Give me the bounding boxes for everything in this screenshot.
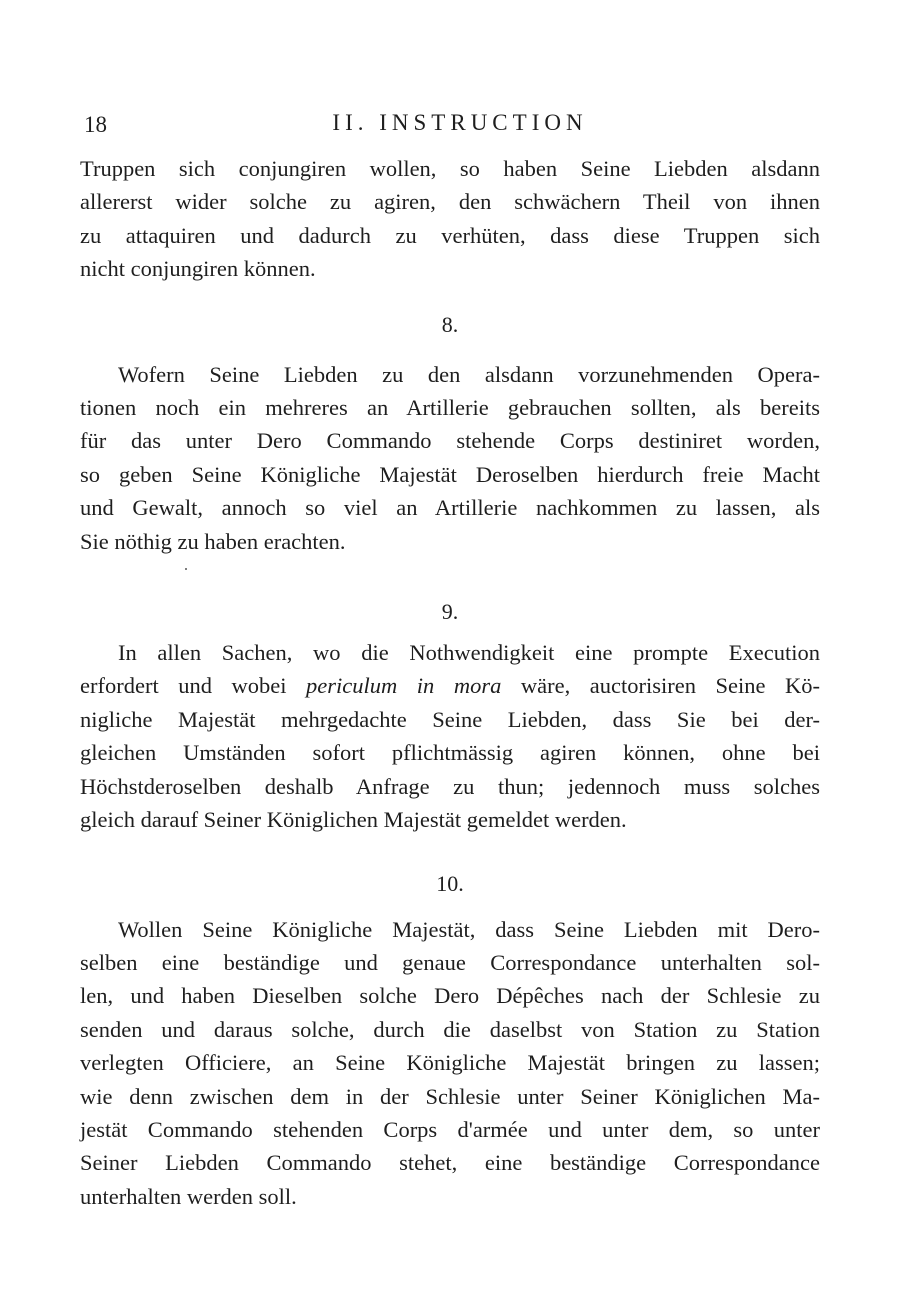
text-line: zu attaquiren und dadurch zu verhüten, dass diese Truppen sich	[80, 222, 820, 248]
text-line: Sie nöthig zu haben erachten.	[80, 528, 346, 554]
text-line: nicht conjungiren können.	[80, 256, 316, 282]
page-number: 18	[84, 112, 107, 137]
section-9-paragraph	[80, 636, 820, 836]
text-line-with-italic	[80, 669, 820, 702]
text-line: selben eine beständige und genaue Correspondance unterhalten sol-	[80, 949, 820, 975]
section-8-paragraph	[80, 358, 820, 558]
text-line: Wollen Seine Königliche Majestät, dass Seine Liebden mit Dero-	[118, 916, 820, 942]
text-line: wie denn zwischen dem in der Schlesie unter Seiner Königlichen Ma-	[80, 1083, 820, 1109]
text-line: gleichen Umständen sofort pflichtmässig agiren können, ohne bei	[80, 740, 820, 766]
text-line: Truppen sich conjungiren wollen, so haben Seine Liebden alsdann	[80, 156, 820, 181]
continuation-paragraph	[80, 152, 820, 286]
page-header	[80, 108, 820, 142]
text-line: tionen noch ein mehreres an Artillerie gebrauchen sollten, als bereits	[80, 395, 820, 421]
section-number-9: 9.	[441, 599, 459, 625]
page-body	[80, 152, 820, 1213]
text-line: senden und daraus solche, durch die daselbst von Station zu Station	[80, 1016, 820, 1042]
text-line: Seiner Liebden Commando stehet, eine beständige Correspondance	[80, 1150, 820, 1176]
text-line: jestät Commando stehenden Corps d'armée und unter dem, so unter	[80, 1116, 820, 1142]
section-number-8: 8.	[441, 311, 459, 337]
text-line: allererst wider solche zu agiren, den schwächern Theil von ihnen	[80, 189, 820, 215]
text-line: len, und haben Dieselben solche Dero Dépêches nach der Schlesie zu	[80, 983, 820, 1009]
text-line: nigliche Majestät mehrgedachte Seine Liebden, dass Sie bei der-	[80, 706, 820, 732]
text-line: so geben Seine Königliche Majestät Deroselben hierdurch freie Macht	[80, 461, 820, 487]
text-line: Wofern Seine Liebden zu den alsdann vorzunehmenden Opera-	[118, 361, 820, 387]
running-title: II. INSTRUCTION	[332, 110, 588, 135]
text-line: In allen Sachen, wo die Nothwendigkeit eine prompte Execution	[118, 640, 820, 666]
text-segment: wäre, auctorisiren Seine Kö-	[501, 673, 820, 699]
text-line: unterhalten werden soll.	[80, 1183, 297, 1209]
text-line: für das unter Dero Commando stehende Corps destiniret worden,	[80, 428, 820, 454]
text-line: Höchstderoselben deshalb Anfrage zu thun; jedennoch muss solches	[80, 773, 820, 799]
text-segment: erfordert und wobei	[80, 673, 307, 699]
section-10-paragraph	[80, 913, 820, 1214]
text-line: gleich darauf Seiner Königlichen Majestät gemeldet werden.	[80, 807, 627, 833]
section-number-10: 10.	[436, 870, 464, 896]
italic-phrase: periculum in mora	[306, 673, 502, 699]
text-line: verlegten Officiere, an Seine Königliche Majestät bringen zu lassen;	[80, 1050, 820, 1076]
text-line: und Gewalt, annoch so viel an Artillerie nachkommen zu lassen, als	[80, 495, 820, 521]
